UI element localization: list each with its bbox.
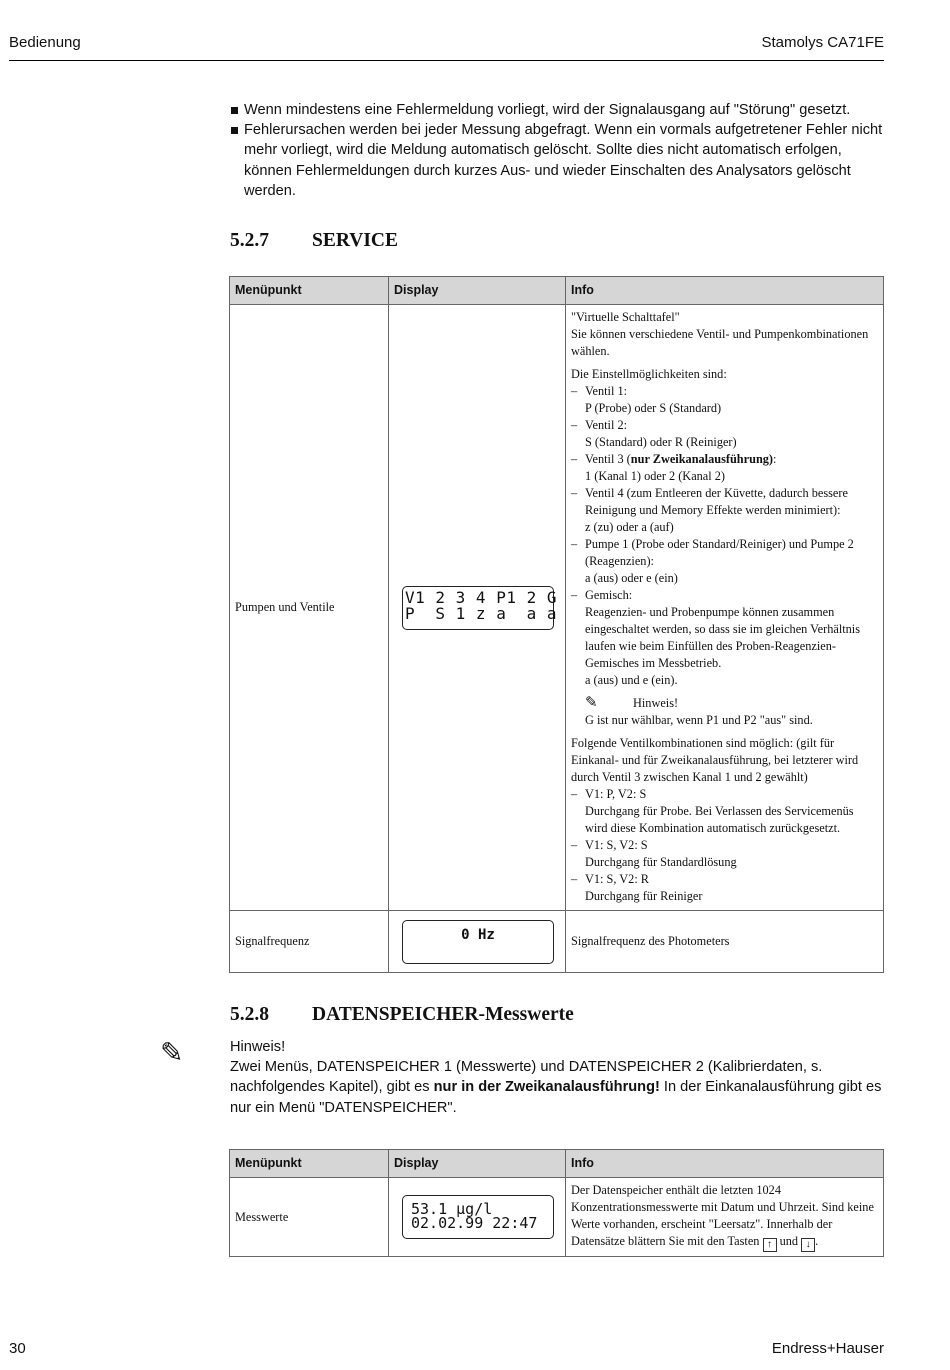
col-header-info: Info [566,1150,884,1178]
menu-cell: Pumpen und Ventile [230,305,389,911]
lcd-line: V1 2 3 4 P1 2 G [405,587,557,607]
dash-item: – Ventil 2: [571,417,878,434]
col-header-menu: Menüpunkt [230,1150,389,1178]
dash-item: – Gemisch: [571,587,878,604]
info-text: "Virtuelle Schalttafel" [571,310,680,324]
text-part: Zwei Menüs, DATENSPEICHER 1 (Messwerte) und DATENSPEICHER 2 (Kalibrierdaten, s. nachfolgendes Kapitel), gibt es [230,1059,823,1096]
menu-cell: Messwerte [230,1178,389,1257]
info-text: Die Einstellmöglichkeiten sind: [571,367,727,381]
text-bold: nur in der Zweikanalausführung! [433,1079,660,1096]
dash-item: – Ventil 1: [571,383,878,400]
note-body: G ist nur wählbar, wenn P1 und P2 "aus" sind. [585,713,813,727]
dash-sub: 1 (Kanal 1) oder 2 (Kanal 2) [585,469,725,483]
bullet-list [230,100,890,201]
text-part: In der Einkanalausführung gibt es nur ein Menü "DATENSPEICHER". [230,1079,882,1116]
lcd-line: 53.1 µg/l [411,1200,493,1218]
pencil-icon: ✎ [160,1037,184,1068]
dash-sub: Reagenzien- und Probenpumpe können zusammen eingeschaltet werden, so dass sie im gleichen Verhältnis laufen wie beim Einfüllen des Proben-Reagenzien-Gemisches im Messbetrieb. [585,605,861,670]
section-title: DATENSPEICHER-Messwerte [312,1004,574,1025]
table-row [230,1178,884,1257]
info-cell [566,305,884,911]
dash-sub: S (Standard) oder R (Reiniger) [585,435,737,449]
lcd-display [402,1195,554,1239]
info-text: Folgende Ventilkombinationen sind möglich: (gilt für Einkanal- und für Zweikanalausführung, bei letzterer wird durch Ventil 3 zwischen Kanal 1 und 2 gewählt) [571,736,859,784]
dash-sub: a (aus) und e (ein). [585,673,678,687]
section-number: 5.2.8 [230,1004,269,1025]
info-text: Sie können verschiedene Ventil- und Pumpenkombinationen wählen. [571,327,869,358]
service-table [229,276,884,973]
info-cell [566,1178,884,1257]
dash-sub: Durchgang für Reiniger [585,889,703,903]
bullet-item: Fehlerursachen werden bei jeder Messung abgefragt. Wenn ein vormals aufgetretener Fehler nicht mehr vorliegt, wird die Meldung automatisch gelöscht. Sollte dies nicht automatisch erfolgen, können Fehlermeldungen durch kurzes Aus- und wieder Einschalten des Analysators gelöscht werden. [230,120,890,201]
section-heading-service [230,230,398,252]
header-right: Stamolys CA71FE [761,34,884,51]
menu-cell: Signalfrequenz [230,911,389,973]
note-title: Hinweis! [230,1039,286,1055]
info-text: . [815,1234,819,1248]
dash-item: – V1: P, V2: S [571,786,878,803]
text-part: : [773,452,777,466]
dash-sub: Durchgang für Standardlösung [585,855,737,869]
datenspeicher-table [229,1149,884,1257]
display-cell [389,911,566,973]
arrow-up-key-icon: ↑ [763,1238,777,1252]
col-header-info: Info [566,277,884,305]
dash-item: – Ventil 4 (zum Entleeren der Küvette, dadurch bessere Reinigung und Memory Effekte werden minimiert): [571,485,878,519]
dash-sub: Durchgang für Probe. Bei Verlassen des Servicemenüs wird diese Kombination automatisch zurückgesetzt. [585,804,854,835]
footer-brand: Endress+Hauser [771,1340,884,1357]
dash-sub: z (zu) oder a (auf) [585,520,674,534]
note-block [230,1037,890,1118]
dash-item: – Pumpe 1 (Probe oder Standard/Reiniger) und Pumpe 2 (Reagenzien): [571,536,878,570]
arrow-down-key-icon: ↓ [801,1238,815,1252]
dash-item: – V1: S, V2: S [571,837,878,854]
note-title: Hinweis! [633,696,679,710]
text-bold: nur Zweikanalausführung) [630,452,774,466]
dash-sub: P (Probe) oder S (Standard) [585,401,722,415]
display-cell [389,305,566,911]
lcd-line: 02.02.99 22:47 [411,1214,538,1232]
header-rule [9,60,884,61]
dash-item: – V1: S, V2: R [571,871,878,888]
col-header-display: Display [389,1150,566,1178]
header-left: Bedienung [9,34,81,51]
table-row [230,911,884,973]
lcd-display [402,586,557,630]
text-part: Ventil 3 ( [585,452,631,466]
col-header-menu: Menüpunkt [230,277,389,305]
dash-item [571,451,878,468]
section-number: 5.2.7 [230,230,269,251]
bullet-item: Wenn mindestens eine Fehlermeldung vorliegt, wird der Signalausgang auf "Störung" gesetzt. [230,100,890,120]
info-text: Der Datenspeicher enthält die letzten 1024 Konzentrationsmesswerte mit Datum und Uhrzeit. Sind keine Werte vorhanden, erscheint "Leersatz". Innerhalb der Datensätze blättern Sie mit den Tasten [571,1183,874,1248]
note-body [230,1057,890,1118]
info-text: und [776,1234,802,1248]
display-cell [389,1178,566,1257]
col-header-display: Display [389,277,566,305]
section-title: SERVICE [312,230,399,251]
page-number: 30 [9,1340,26,1357]
table-row [230,305,884,911]
pencil-icon: ✎ [585,695,598,711]
info-cell: Signalfrequenz des Photometers [566,911,884,973]
section-heading-datenspeicher [230,1004,574,1026]
lcd-line: P S 1 z a a a [405,603,557,623]
lcd-display: 0 Hz [402,920,554,964]
dash-sub: a (aus) oder e (ein) [585,571,678,585]
